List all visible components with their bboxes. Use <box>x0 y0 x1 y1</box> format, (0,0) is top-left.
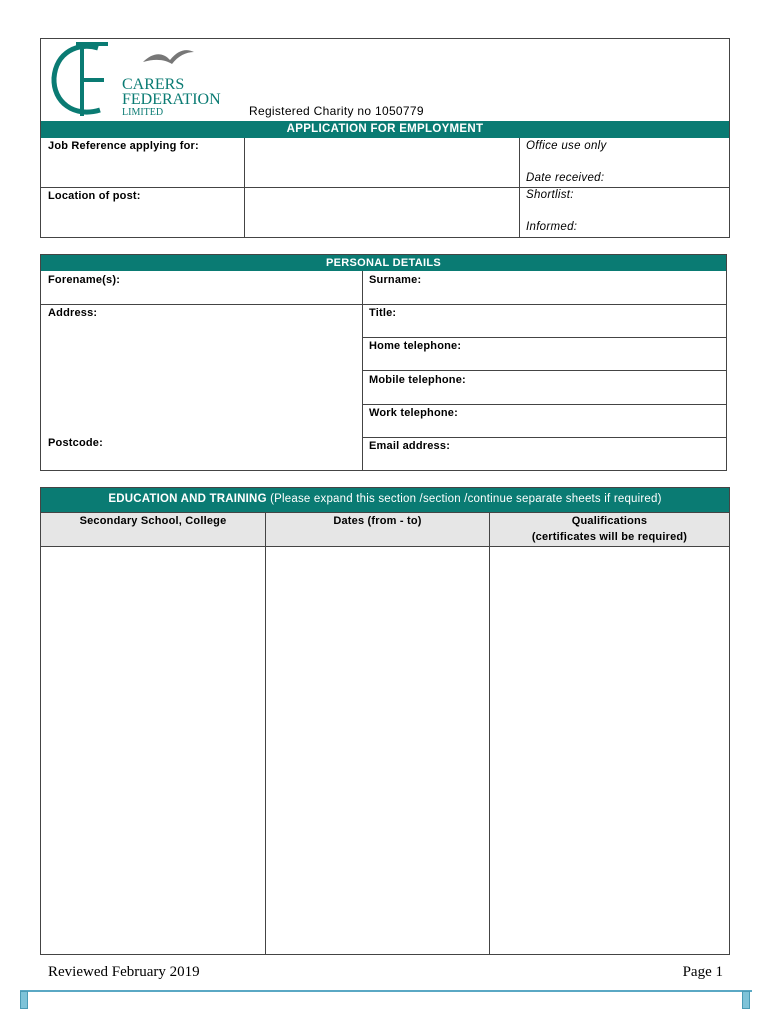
charity-number: Registered Charity no 1050779 <box>249 104 424 118</box>
email-label: Email address: <box>369 440 451 452</box>
page-number: Page 1 <box>682 964 723 980</box>
logo-line1: CARERS <box>122 76 185 93</box>
education-bar <box>41 488 729 512</box>
home-telephone-label: Home telephone: <box>369 340 462 352</box>
reviewed-date: Reviewed February 2019 <box>48 964 200 980</box>
education-heading: EDUCATION AND TRAINING <box>108 493 267 505</box>
job-reference-field[interactable] <box>245 138 519 187</box>
col-dates-header: Dates (from - to) <box>333 515 422 527</box>
personal-details-box <box>40 254 727 471</box>
logo-line3: LIMITED <box>122 107 164 118</box>
form-title-bar <box>41 121 729 138</box>
footer-rule <box>20 990 752 992</box>
footer-right-tab <box>742 991 750 1009</box>
carers-federation-logo <box>48 40 248 120</box>
work-telephone-label: Work telephone: <box>369 407 458 419</box>
forenames-label: Forename(s): <box>48 274 121 286</box>
job-reference-label: Job Reference applying for: <box>48 140 199 152</box>
location-field[interactable] <box>245 188 519 238</box>
col-qualifications-header: Qualifications <box>571 515 648 527</box>
office-informed: Informed: <box>526 221 578 233</box>
personal-details-bar <box>41 255 726 271</box>
surname-label: Surname: <box>369 274 422 286</box>
location-label: Location of post: <box>48 190 141 202</box>
mobile-telephone-label: Mobile telephone: <box>369 374 466 386</box>
education-qualifications-cell[interactable] <box>490 547 729 954</box>
education-note: (Please expand this section /section /continue separate sheets if required) <box>270 493 662 505</box>
address-label: Address: <box>48 307 98 319</box>
col-qualifications-note: (certificates will be required) <box>531 531 688 543</box>
office-date-received: Date received: <box>526 172 605 184</box>
title-label: Title: <box>369 307 397 319</box>
office-shortlist: Shortlist: <box>526 189 574 201</box>
logo-line2: FEDERATION <box>122 91 221 108</box>
personal-details-heading: PERSONAL DETAILS <box>325 257 441 269</box>
education-school-cell[interactable] <box>41 547 265 954</box>
office-use-title: Office use only <box>526 140 607 152</box>
col-school-header: Secondary School, College <box>79 515 227 527</box>
education-dates-cell[interactable] <box>266 547 489 954</box>
postcode-label: Postcode: <box>48 437 103 449</box>
footer-left-tab <box>20 991 28 1009</box>
form-title: APPLICATION FOR EMPLOYMENT <box>286 123 484 135</box>
